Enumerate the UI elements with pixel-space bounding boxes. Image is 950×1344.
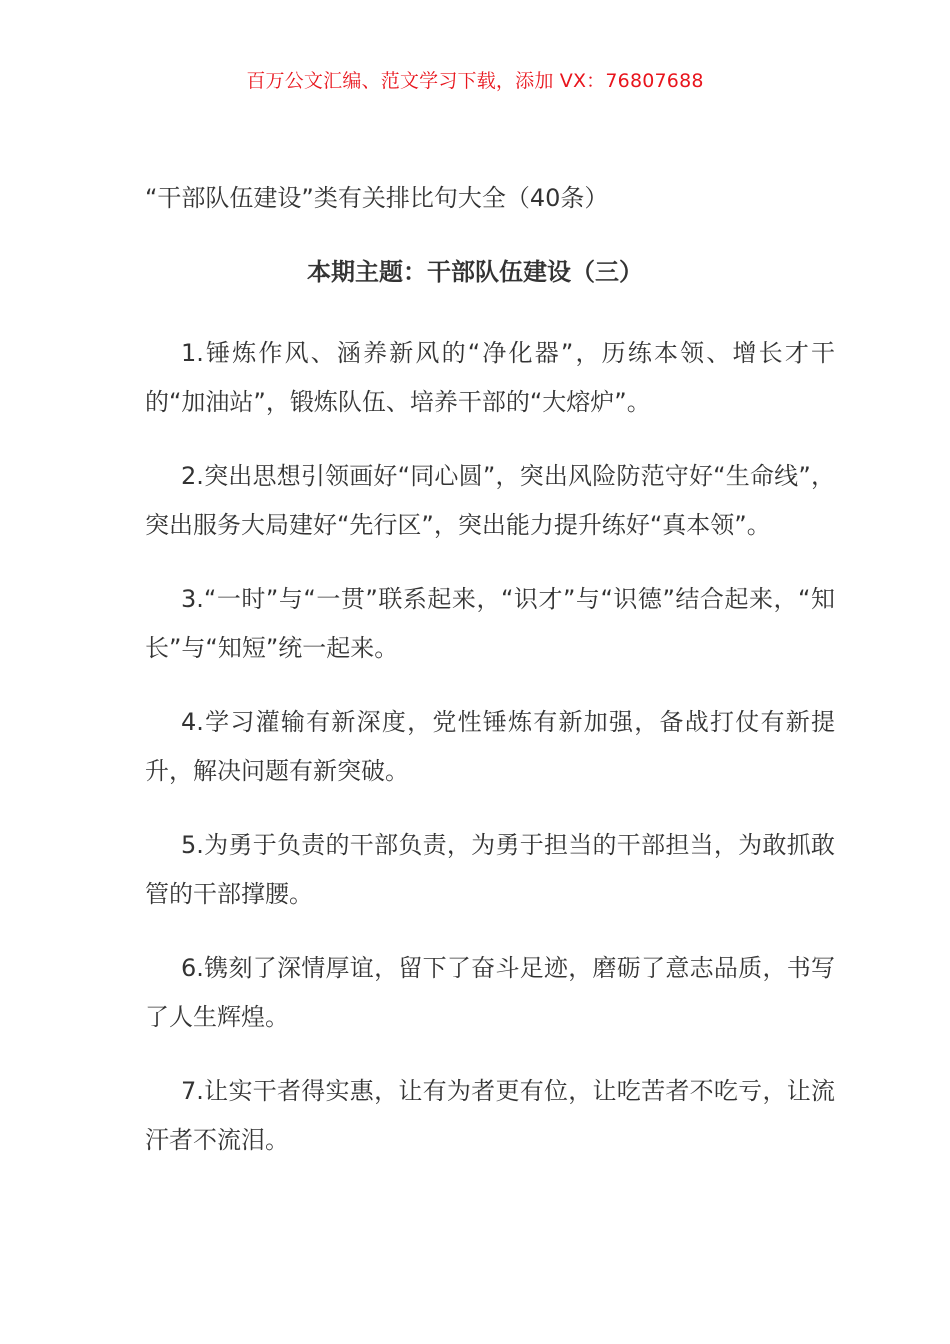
list-item: 2.突出思想引领画好“同心圆”，突出风险防范守好“生命线”，突出服务大局建好“先行区”，突出能力提升练好“真本领”。 [145,462,835,539]
list-item: 7.让实干者得实惠，让有为者更有位，让吃苦者不吃亏，让流汗者不流泪。 [145,1077,835,1154]
list-item: 4.学习灌输有新深度，党性锤炼有新加强，备战打仗有新提升，解决问题有新突破。 [145,708,835,785]
list-item: 6.镌刻了深情厚谊，留下了奋斗足迹，磨砺了意志品质，书写了人生辉煌。 [145,954,835,1031]
document-title: “干部队伍建设”类有关排比句大全（40条） [145,184,609,212]
sentence-list [145,329,835,1190]
list-item: 3.“一时”与“一贯”联系起来，“识才”与“识德”结合起来，“知长”与“知短”统一起来。 [145,585,835,662]
header-watermark-note: 百万公文汇编、范文学习下载，添加 VX：76807688 [246,70,704,92]
issue-theme-heading: 本期主题：干部队伍建设（三） [307,258,643,286]
list-item: 5.为勇于负责的干部负责，为勇于担当的干部担当，为敢抓敢管的干部撑腰。 [145,831,835,908]
list-item: 1.锤炼作风、涵养新风的“净化器”，历练本领、增长才干的“加油站”，锻炼队伍、培养干部的“大熔炉”。 [145,339,835,416]
